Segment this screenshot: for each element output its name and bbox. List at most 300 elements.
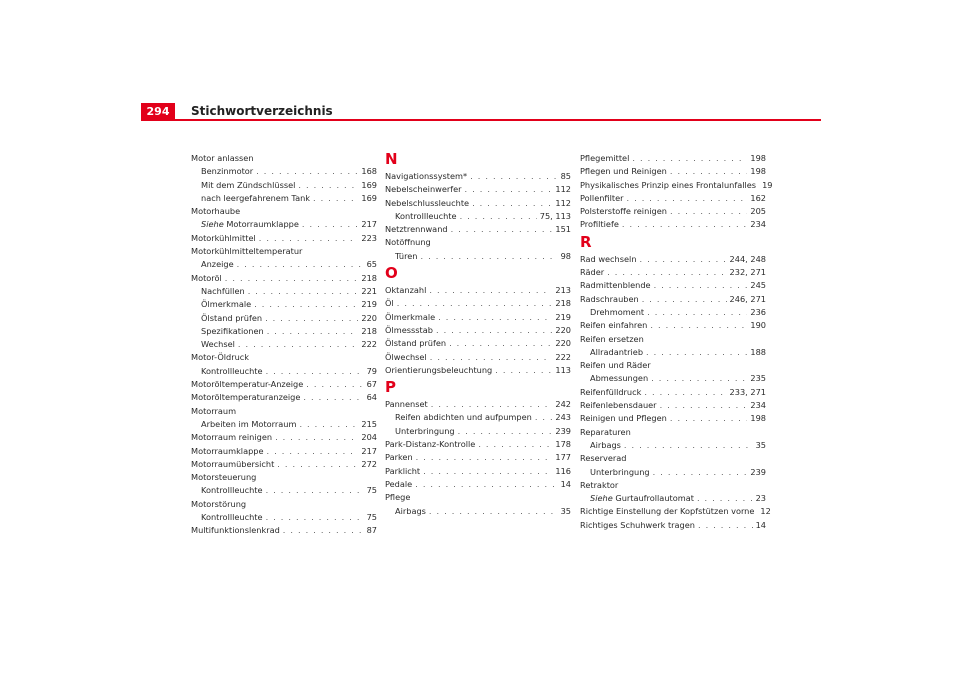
entry-text: Netztrennwand: [385, 224, 448, 235]
entry-label: [191, 272, 222, 285]
page-reference: 218: [361, 272, 377, 283]
page-reference: 87: [366, 525, 377, 536]
index-entry: [385, 398, 571, 411]
entry-label: [191, 472, 256, 482]
dot-leader: [298, 179, 358, 192]
page-reference: 198: [750, 166, 766, 177]
index-entry: [385, 491, 571, 504]
index-entry: [191, 205, 377, 218]
dot-leader: [607, 266, 726, 279]
page-reference: 234: [750, 400, 766, 411]
entry-text: Reparaturen: [580, 426, 631, 437]
index-subentry: [580, 372, 766, 385]
entry-text: Pflege: [385, 492, 411, 503]
dot-leader: [653, 466, 748, 479]
page-title: Stichwortverzeichnis: [191, 104, 333, 118]
page-reference: 215: [361, 418, 377, 429]
entry-text: Parklicht: [385, 465, 421, 476]
index-entry: [580, 205, 766, 218]
index-entry: [385, 236, 571, 249]
page-reference: 220: [361, 312, 377, 323]
entry-text: Ölmerkmale: [385, 311, 436, 322]
page-reference: 178: [555, 439, 571, 450]
entry-text: Physikalisches Prinzip eines Frontalunfalles: [580, 179, 757, 190]
dot-leader: [438, 311, 552, 324]
entry-text: Nebelscheinwerfer: [385, 184, 462, 195]
entry-text: Reifenlebensdauer: [580, 400, 657, 411]
entry-label: [201, 484, 263, 497]
index-entry: [385, 197, 571, 210]
entry-text: Navigationssystem*: [385, 171, 468, 181]
page-reference: 220: [555, 324, 571, 335]
page-reference: 223: [361, 232, 377, 243]
page-reference: 112: [555, 184, 571, 195]
entry-text: Reifenfülldruck: [580, 386, 642, 397]
entry-label: [580, 334, 644, 344]
page-reference: 35: [755, 439, 766, 450]
entry-label: [385, 351, 427, 364]
entry-label: [580, 399, 657, 412]
entry-label: [385, 183, 462, 196]
dot-leader: [430, 351, 553, 364]
dot-leader: [256, 165, 358, 178]
entry-label: [580, 152, 629, 165]
entry-label: [395, 250, 417, 263]
index-entry: [385, 478, 571, 491]
page-reference: 218: [361, 325, 377, 336]
entry-label: [590, 306, 644, 319]
entry-text: Motor-Öldruck: [191, 352, 250, 363]
entry-label: [201, 218, 299, 231]
index-subentry: [191, 511, 377, 524]
entry-label: [580, 519, 695, 532]
index-entry: [191, 445, 377, 458]
page-reference: 188: [750, 346, 766, 357]
entry-label: [385, 284, 426, 297]
entry-text: Räder: [580, 267, 605, 278]
page-reference: 235: [750, 373, 766, 384]
entry-label: [191, 232, 256, 245]
entry-label: [580, 293, 639, 306]
page-reference: 213: [555, 285, 571, 296]
index-subentry: [385, 505, 571, 518]
page-reference: 14: [755, 519, 766, 530]
entry-text: Anzeige: [201, 259, 234, 270]
index-entry: [191, 232, 377, 245]
entry-text: Pflegemittel: [580, 153, 630, 163]
entry-label: [385, 438, 475, 451]
entry-text: Motorkühlmittel: [191, 232, 256, 243]
entry-text: Reifen einfahren: [580, 320, 648, 331]
index-letter-heading: R: [580, 232, 592, 251]
entry-text: Ölmessstab: [385, 324, 433, 335]
entry-label: [395, 411, 532, 424]
entry-text: Richtiges Schuhwerk tragen: [580, 519, 695, 530]
index-subentry: [191, 418, 377, 431]
dot-leader: [275, 431, 358, 444]
page-reference: 272: [361, 458, 377, 469]
entry-label: [385, 492, 410, 502]
entry-text: Reifen und Räder: [580, 360, 651, 371]
index-entry: [580, 152, 766, 165]
dot-leader: [465, 183, 553, 196]
entry-text: Motorraum: [191, 405, 237, 416]
index-column-1: [191, 152, 377, 538]
entry-text: Airbags: [590, 439, 621, 450]
entry-label: [201, 365, 263, 378]
index-entry: [580, 192, 766, 205]
entry-label: [385, 465, 420, 478]
page-reference: 239: [750, 466, 766, 477]
dot-leader: [420, 250, 557, 263]
entry-text: Ölmerkmale: [201, 299, 252, 310]
dot-leader: [660, 399, 748, 412]
index-subentry: [191, 258, 377, 271]
dot-leader: [267, 445, 359, 458]
entry-label: [580, 266, 604, 279]
dot-leader: [225, 272, 359, 285]
dot-leader: [644, 386, 726, 399]
page-reference: 204: [361, 432, 377, 443]
entry-label: [201, 511, 263, 524]
page-reference: 177: [555, 452, 571, 463]
entry-label: [395, 505, 426, 518]
dot-leader: [266, 511, 364, 524]
entry-label: [580, 279, 651, 292]
page-reference: 85: [560, 171, 571, 181]
page-reference: 222: [361, 339, 377, 350]
entry-label: [191, 499, 246, 509]
entry-label: [201, 165, 253, 178]
page-reference: 232, 271: [729, 267, 766, 278]
entry-label: [580, 253, 637, 266]
entry-text: Radmittenblende: [580, 280, 651, 291]
index-entry: [191, 378, 377, 391]
dot-leader: [670, 205, 747, 218]
index-entry: [191, 351, 377, 364]
entry-text: Reserverad: [580, 453, 627, 464]
page-reference: 19: [762, 179, 773, 190]
entry-text: Motorhaube: [191, 206, 241, 217]
dot-leader: [670, 412, 748, 425]
index-letter-heading: N: [385, 150, 398, 168]
dot-leader: [248, 285, 359, 298]
index-subentry: [191, 179, 377, 192]
entry-text: nach leergefahrenem Tank: [201, 192, 311, 203]
page-reference: 113: [555, 364, 571, 375]
dot-leader: [416, 451, 553, 464]
page-reference: 242: [555, 399, 571, 410]
entry-text: Kontrollleuchte: [201, 365, 263, 376]
index-entry: [385, 351, 571, 364]
dot-leader: [237, 258, 364, 271]
index-entry: [191, 405, 377, 418]
page-reference: 112: [555, 197, 571, 208]
page-reference: 67: [366, 379, 377, 390]
index-entry: [580, 505, 771, 518]
entry-label: [580, 453, 627, 463]
entry-label: [590, 439, 621, 452]
page-reference: 217: [361, 445, 377, 456]
page-reference: 75: [366, 485, 377, 496]
page-reference: 35: [560, 505, 571, 516]
entry-label: [580, 505, 754, 518]
page-reference: 190: [750, 320, 766, 331]
entry-text: Abmessungen: [590, 373, 649, 384]
entry-text: Arbeiten im Motorraum: [201, 418, 297, 429]
page-reference: 12: [760, 506, 771, 517]
page-reference: 79: [366, 365, 377, 376]
page-reference: 234: [750, 219, 766, 230]
index-entry: [385, 324, 571, 337]
page-header: [141, 102, 821, 122]
entry-text: Ölstand prüfen: [385, 338, 447, 349]
entry-text: Reinigen und Pflegen: [580, 413, 667, 424]
entry-label: [191, 524, 280, 537]
entry-label: [580, 386, 641, 399]
index-entry: [580, 399, 766, 412]
dot-leader: [670, 165, 748, 178]
entry-label: [191, 246, 302, 256]
dot-leader: [640, 253, 727, 266]
entry-text: Nebelschlussleuchte: [385, 197, 470, 208]
entry-label: [590, 466, 650, 479]
page-reference: 65: [366, 259, 377, 270]
page-number: 294: [141, 103, 175, 120]
page-reference: 217: [361, 219, 377, 230]
index-entry: [580, 218, 766, 231]
entry-label: [580, 319, 647, 332]
page-reference: 218: [555, 298, 571, 309]
dot-leader: [259, 232, 359, 245]
entry-text: Unterbringung: [590, 466, 650, 477]
index-entry: [191, 458, 377, 471]
page-reference: 198: [750, 413, 766, 424]
index-entry: [385, 311, 571, 324]
index-entry: [191, 272, 377, 285]
dot-leader: [470, 170, 557, 183]
page-reference: 75: [366, 512, 377, 523]
dot-leader: [626, 192, 747, 205]
page-reference: 98: [560, 250, 571, 261]
index-entry: [385, 438, 571, 451]
entry-label: [201, 418, 296, 431]
entry-text: Wechsel: [201, 339, 235, 350]
entry-text: Profiltiefe: [580, 219, 619, 230]
entry-label: [385, 237, 431, 247]
entry-label: [580, 218, 619, 231]
dot-leader: [254, 298, 358, 311]
entry-label: [385, 324, 433, 337]
dot-leader: [313, 192, 358, 205]
dot-leader: [642, 293, 727, 306]
dot-leader: [266, 365, 364, 378]
page-reference: 151: [555, 224, 571, 235]
entry-label: [201, 338, 235, 351]
index-entry: [191, 498, 377, 511]
page-reference: 220: [555, 338, 571, 349]
entry-text: Pedale: [385, 478, 413, 489]
entry-label: [395, 210, 457, 223]
entry-text: Richtige Einstellung der Kopfstützen vorne: [580, 506, 755, 517]
dot-leader: [698, 519, 753, 532]
entry-label: [385, 197, 469, 210]
index-entry: [580, 266, 766, 279]
index-subentry: [191, 298, 377, 311]
page-reference: 219: [555, 311, 571, 322]
index-column-3: [580, 152, 773, 532]
entry-label: [191, 391, 300, 404]
entry-text: Motoröl: [191, 272, 222, 283]
entry-text: Rad wechseln: [580, 253, 637, 264]
index-subentry: [191, 365, 377, 378]
index-subentry: [580, 492, 766, 505]
entry-label: [590, 492, 694, 505]
index-entry: [385, 364, 571, 377]
index-subentry: [191, 285, 377, 298]
entry-label: [191, 378, 303, 391]
dot-leader: [654, 279, 748, 292]
entry-label: [385, 170, 467, 183]
dot-leader: [650, 319, 747, 332]
index-entry: [385, 297, 571, 310]
entry-label: [385, 297, 394, 310]
entry-label: [385, 451, 413, 464]
index-subentry: [191, 192, 377, 205]
entry-label: [385, 223, 448, 236]
page-reference: 75, 113: [539, 210, 571, 221]
entry-text: Motoröltemperatur-Anzeige: [191, 379, 304, 390]
entry-label: [201, 179, 295, 192]
entry-text: Parken: [385, 452, 413, 463]
index-subentry: [191, 325, 377, 338]
page-reference: 169: [361, 192, 377, 203]
index-entry: [580, 452, 766, 465]
dot-leader: [495, 364, 552, 377]
dot-leader: [651, 372, 747, 385]
entry-label: [191, 352, 249, 362]
dot-leader: [283, 524, 364, 537]
entry-label: [201, 285, 245, 298]
dot-leader: [624, 439, 753, 452]
index-entry: [191, 431, 377, 444]
entry-text: Kontrollleuchte: [201, 485, 263, 496]
index-entry: [191, 471, 377, 484]
dot-leader: [429, 505, 558, 518]
index-entry: [385, 465, 571, 478]
entry-label: [580, 179, 756, 192]
entry-text: Motorraumklappe: [223, 219, 299, 230]
entry-label: [201, 312, 262, 325]
entry-label: [580, 165, 667, 178]
entry-text: Polsterstoffe reinigen: [580, 206, 667, 217]
index-subentry: [191, 312, 377, 325]
page-reference: 116: [555, 465, 571, 476]
index-entry: [580, 359, 766, 372]
entry-label: [191, 153, 254, 163]
dot-leader: [303, 391, 363, 404]
entry-text: Notöffnung: [385, 237, 431, 248]
entry-label: [580, 412, 667, 425]
index-entry: [385, 223, 571, 236]
index-subentry: [191, 484, 377, 497]
index-subentry: [191, 218, 377, 231]
entry-text: Pollenfilter: [580, 192, 624, 203]
page-reference: 239: [555, 425, 571, 436]
index-entry: [580, 165, 766, 178]
dot-leader: [647, 306, 747, 319]
dot-leader: [646, 346, 747, 359]
dot-leader: [429, 284, 552, 297]
page-reference: 198: [750, 153, 766, 163]
page-reference: 236: [750, 306, 766, 317]
index-subentry: [385, 425, 571, 438]
entry-text: Radschrauben: [580, 293, 639, 304]
index-entry: [580, 279, 766, 292]
dot-leader: [431, 398, 553, 411]
entry-text: Orientierungsbeleuchtung: [385, 364, 493, 375]
entry-label: [580, 360, 651, 370]
entry-text: Türen: [395, 250, 418, 261]
entry-text: Motorraumklappe: [191, 445, 264, 456]
index-entry: [385, 170, 571, 183]
dot-leader: [478, 438, 552, 451]
entry-text: Pflegen und Reinigen: [580, 166, 667, 177]
page-reference: 233, 271: [729, 386, 766, 397]
entry-text: Retraktor: [580, 479, 619, 490]
entry-label: [191, 406, 236, 416]
entry-label: [590, 346, 643, 359]
entry-text: Benzinmotor: [201, 166, 254, 177]
dot-leader: [472, 197, 552, 210]
index-subentry: [385, 250, 571, 263]
see-reference: Siehe: [201, 219, 224, 230]
index-letter-heading: P: [385, 378, 396, 397]
index-entry: [580, 386, 766, 399]
index-entry: [580, 426, 766, 439]
entry-label: [580, 427, 631, 437]
entry-label: [201, 325, 264, 338]
dot-leader: [397, 297, 553, 310]
dot-leader: [632, 152, 747, 165]
entry-text: Gurtaufrollautomat: [612, 493, 694, 504]
entry-text: Allradantrieb: [590, 346, 644, 357]
index-subentry: [385, 411, 571, 424]
dot-leader: [302, 218, 358, 231]
index-entry: [385, 284, 571, 297]
page-reference: 222: [555, 351, 571, 362]
entry-label: [191, 445, 264, 458]
entry-text: Öl: [385, 298, 394, 309]
page-reference: 205: [750, 206, 766, 217]
entry-label: [385, 311, 435, 324]
entry-text: Kontrollleuchte: [395, 210, 457, 221]
page-reference: 162: [750, 192, 766, 203]
dot-leader: [535, 411, 553, 424]
dot-leader: [451, 223, 553, 236]
dot-leader: [238, 338, 358, 351]
dot-leader: [622, 218, 747, 231]
index-column-2: [385, 152, 571, 518]
index-entry: [580, 333, 766, 346]
dot-leader: [460, 210, 537, 223]
dot-leader: [458, 425, 553, 438]
dot-leader: [306, 378, 363, 391]
entry-label: [201, 192, 310, 205]
entry-label: [191, 206, 240, 216]
dot-leader: [265, 312, 358, 325]
see-reference: Siehe: [590, 493, 613, 504]
